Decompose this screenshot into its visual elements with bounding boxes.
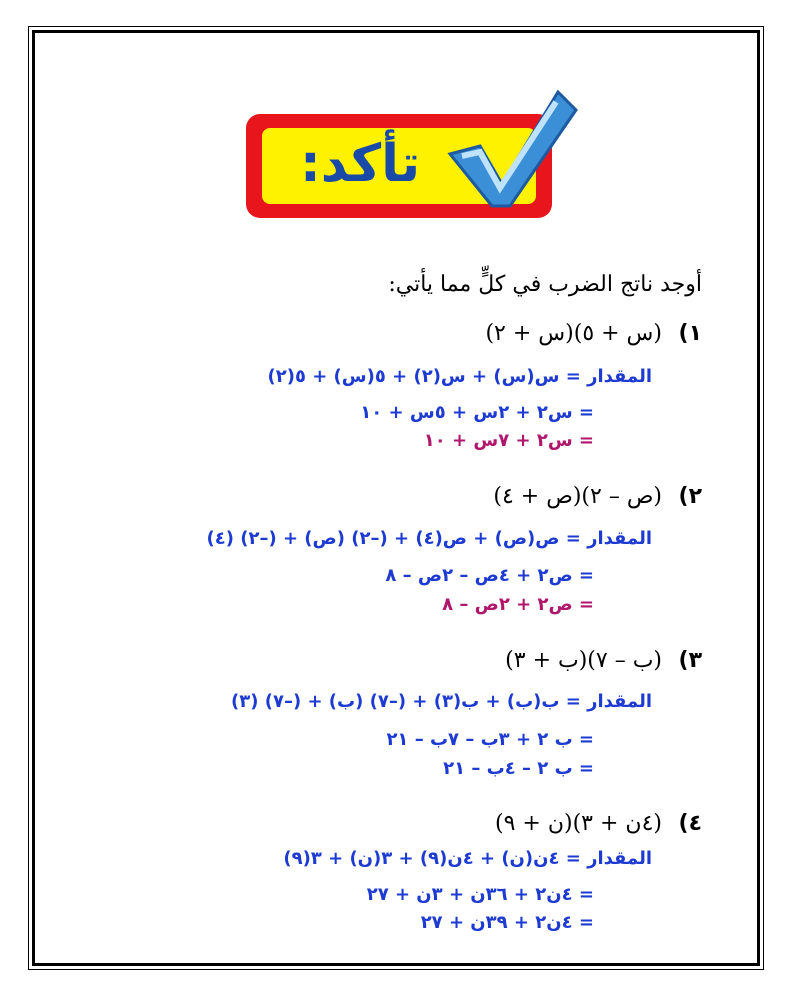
banner-title: تأكد: [300, 134, 421, 194]
problem-expression: (س + ٥)(س + ٢) [485, 321, 662, 346]
checkmark-icon [440, 84, 580, 214]
solution-step: = ٤ن٢ + ٣٦ن + ٣ن + ٢٧ [366, 884, 594, 905]
problem-expression: (ب – ٧)(ب + ٣) [505, 648, 662, 673]
solution-step: المقدار = س(س) + س(٢) + ٥(س) + ٥(٢) [267, 366, 652, 387]
solution-final: = س٢ + ٧س + ١٠ [423, 430, 594, 451]
solution-final: = ٤ن٢ + ٣٩ن + ٢٧ [420, 912, 594, 933]
solution-step: = ص٢ + ٤ص – ٢ص – ٨ [385, 565, 594, 586]
solution-final: = ص٢ + ٢ص – ٨ [442, 594, 594, 615]
solution-final: = ب ٢ – ٤ب – ٢١ [443, 758, 594, 779]
instruction-text: أوجد ناتج الضرب في كلٍّ مما يأتي: [388, 272, 702, 297]
problem-number: ٢) [678, 484, 702, 509]
solution-step: المقدار = ص(ص) + ص(٤) + (–٢) (ص) + (–٢) (٤) [206, 528, 652, 549]
solution-step: المقدار = ب(ب) + ب(٣) + (–٧) (ب) + (–٧) (٣) [231, 691, 652, 712]
solution-step: = ب ٢ + ٣ب – ٧ب – ٢١ [386, 729, 594, 750]
problem-expression: (ص – ٢)(ص + ٤) [493, 484, 662, 509]
solution-step: = س٢ + ٢س + ٥س + ١٠ [360, 402, 594, 423]
problem-number: ١) [678, 321, 702, 346]
problem-expression: (٤ن + ٣)(ن + ٩) [495, 811, 662, 836]
problem-number: ٤) [678, 811, 702, 836]
problem-number: ٣) [678, 648, 702, 673]
solution-step: المقدار = ٤ن(ن) + ٤ن(٩) + ٣(ن) + ٣(٩) [283, 848, 652, 869]
